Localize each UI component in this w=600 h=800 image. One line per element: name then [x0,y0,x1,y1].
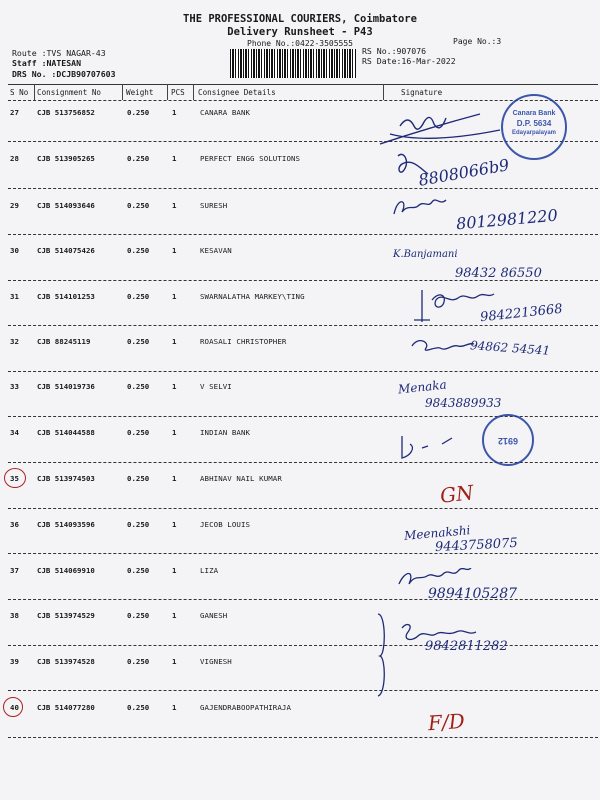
row-consignment: CJB 514075426 [37,246,95,255]
col-consignment: Consignment No [37,88,102,97]
row-pcs: 1 [172,703,177,712]
col-signature: Signature [401,88,443,97]
row-consignment: CJB 513974528 [37,657,95,666]
col-divider [167,84,168,100]
col-consignee: Consignee Details [198,88,276,97]
route: Route :TVS NAGAR-43 [12,48,106,58]
signature-row-38-39 [372,610,502,698]
signature-row-34 [392,432,472,462]
row-consignee: JECOB LOUIS [200,520,251,529]
row-consignee: GANESH [200,611,228,620]
row-consignment: CJB 514077280 [37,703,95,712]
handwritten-phone: 9843889933 [425,396,502,410]
row-consignment: CJB 514069910 [37,566,95,575]
row-sno: 33 [10,382,19,391]
row-consignee: ROASALI CHRISTOPHER [200,337,287,346]
rs-number: RS No.:907076 [362,46,427,56]
row-consignee: SWARNALATHA MARKEY\TING [200,292,305,301]
handwritten-phone: 8808066b9 [417,155,511,190]
row-sno: 38 [10,611,19,620]
row-consignment: CJB 514101253 [37,292,95,301]
row-consignee: VIGNESH [200,657,232,666]
row-consignment: CJB 513756852 [37,108,95,117]
table-header-rule [8,100,598,101]
sheet-title: Delivery Runsheet - P43 [227,26,373,38]
row-sno: 37 [10,566,19,575]
row-consignee: ABHINAV NAIL KUMAR [200,474,282,483]
row-consignment: CJB 513974503 [37,474,95,483]
handwritten-name: K.Banjamani [393,249,458,260]
page-number: Page No.:3 [453,37,502,46]
signature-row-32 [408,334,478,354]
row-divider [8,188,598,189]
rs-date: RS Date:16-Mar-2022 [362,56,456,66]
row-40-circle-mark [3,697,23,717]
row-weight: 0.250 [127,337,150,346]
row-weight: 0.250 [127,566,150,575]
row-sno: 32 [10,337,19,346]
row-sno: 29 [10,201,19,210]
stamp-city: Edayarpalayam [511,130,557,136]
col-divider [34,84,35,100]
row-pcs: 1 [172,201,177,210]
row-pcs: 1 [172,566,177,575]
row-consignment: CJB 514093646 [37,201,95,210]
row-weight: 0.250 [127,474,150,483]
row-consignee: INDIAN BANK [200,428,251,437]
handwritten-phone: 9842811282 [425,639,508,654]
handwritten-mark: GN [438,480,475,508]
row-pcs: 1 [172,108,177,117]
row-sno: 27 [10,108,19,117]
row-weight: 0.250 [127,201,150,210]
row-consignment: CJB 514044588 [37,428,95,437]
table-header [0,86,600,100]
row-pcs: 1 [172,611,177,620]
row-divider [8,645,598,646]
row-weight: 0.250 [127,703,150,712]
handwritten-phone: 98432 86550 [455,266,542,281]
row-consignee: V SELVI [200,382,232,391]
row-sno: 34 [10,428,19,437]
stamp-code: 6912 [497,436,519,446]
handwritten-mark: F/D [427,708,466,736]
row-pcs: 1 [172,154,177,163]
row-consignment: CJB 513905265 [37,154,95,163]
company-title: THE PROFESSIONAL COURIERS, Coimbatore [183,13,417,25]
handwritten-phone: 8012981220 [455,205,559,234]
row-consignment: CJB 514019736 [37,382,95,391]
row-consignee: PERFECT ENGG SOLUTIONS [200,154,301,163]
phone-number: Phone No.:0422-3505555 [247,39,353,48]
row-pcs: 1 [172,246,177,255]
row-divider [8,234,598,235]
col-divider [122,84,123,100]
row-consignee: KESAVAN [200,246,232,255]
row-consignment: CJB 513974529 [37,611,95,620]
row-pcs: 1 [172,292,177,301]
stamp-bank-name: Canara Bank [512,110,556,117]
row-consignment: CJB 88245119 [37,337,91,346]
row-pcs: 1 [172,474,177,483]
table-top-rule [8,84,598,85]
row-weight: 0.250 [127,382,150,391]
staff: Staff :NATESAN [12,58,82,68]
row-sno: 31 [10,292,19,301]
indian-bank-stamp [482,414,534,466]
row-consignee: LIZA [200,566,219,575]
handwritten-name: Meenakshi [403,523,471,543]
handwritten-phone: 94862 54541 [469,338,551,358]
col-weight: Weight [126,88,154,97]
col-sno: S No [10,88,29,97]
row-35-circle-mark [4,468,26,488]
row-pcs: 1 [172,382,177,391]
col-divider [193,84,194,100]
handwritten-name: Menaka [397,377,448,397]
row-sno: 35 [10,474,19,483]
row-pcs: 1 [172,520,177,529]
row-weight: 0.250 [127,428,150,437]
row-consignee: GAJENDRABOOPATHIRAJA [200,703,291,712]
canara-bank-stamp [501,94,567,160]
row-divider [8,553,598,554]
row-weight: 0.250 [127,520,150,529]
row-sno: 36 [10,520,19,529]
col-pcs: PCS [171,88,185,97]
row-weight: 0.250 [127,154,150,163]
row-pcs: 1 [172,337,177,346]
col-divider [383,84,384,100]
row-sno: 39 [10,657,19,666]
row-divider [8,508,598,509]
row-weight: 0.250 [127,657,150,666]
row-pcs: 1 [172,657,177,666]
row-weight: 0.250 [127,611,150,620]
row-weight: 0.250 [127,246,150,255]
row-sno: 28 [10,154,19,163]
row-weight: 0.250 [127,292,150,301]
row-consignee: SURESH [200,201,228,210]
row-divider [8,371,598,372]
row-pcs: 1 [172,428,177,437]
row-weight: 0.250 [127,108,150,117]
row-sno: 40 [10,703,19,712]
barcode [230,49,356,78]
handwritten-phone: 9842213668 [479,301,564,326]
handwritten-phone: 9443758075 [434,535,519,556]
row-divider [8,690,598,691]
handwritten-phone: 9894105287 [428,586,518,602]
stamp-code: D.P. 5634 [516,119,552,128]
row-consignment: CJB 514093596 [37,520,95,529]
drs-number: DRS No. :DCJB90707603 [12,69,116,79]
row-sno: 30 [10,246,19,255]
row-consignee: CANARA BANK [200,108,251,117]
row-divider [8,737,598,738]
